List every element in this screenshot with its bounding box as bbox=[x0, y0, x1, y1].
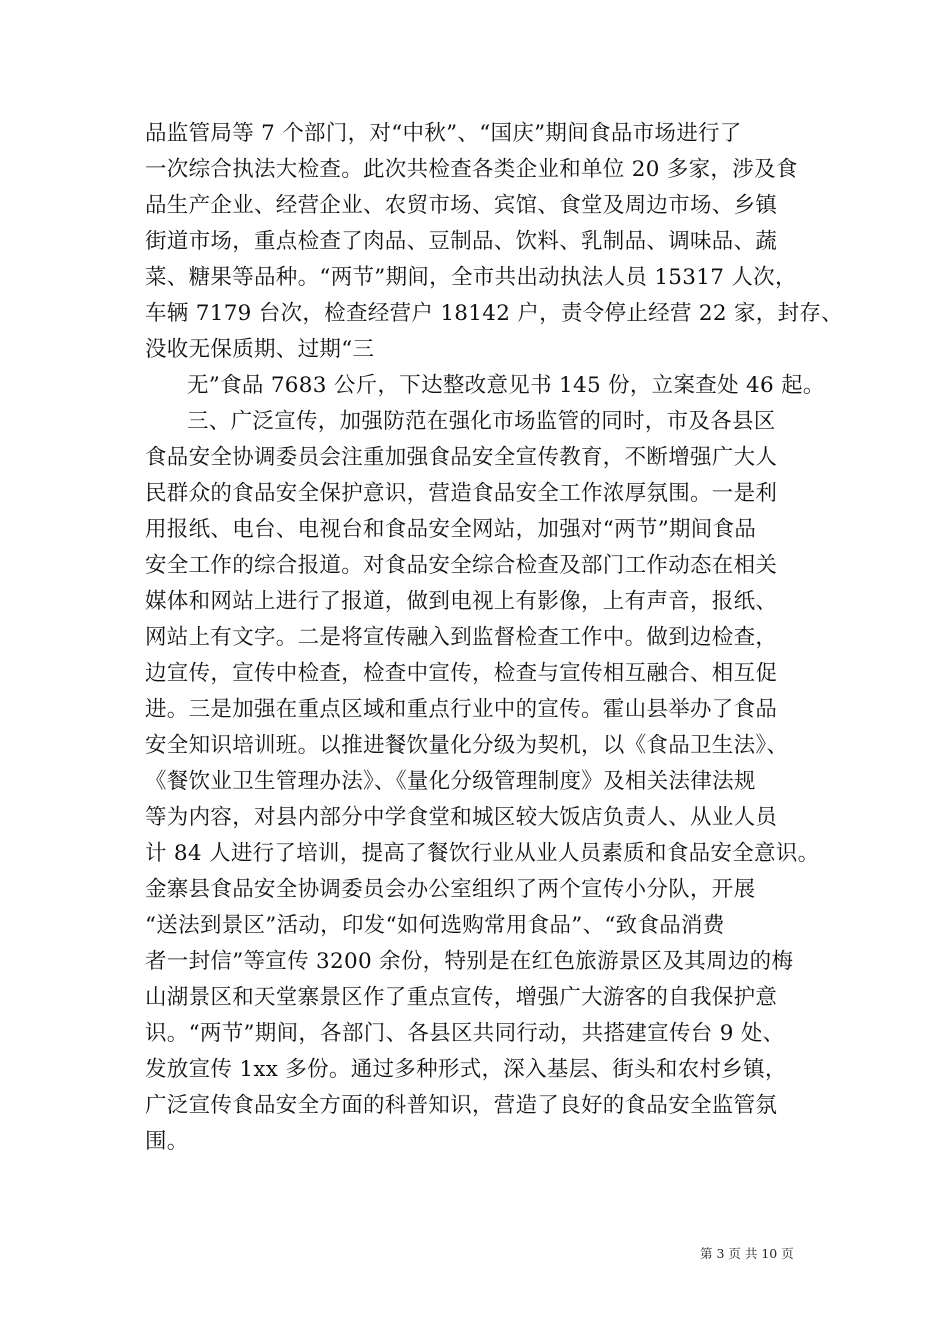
text-line: 发放宣传 1xx 多份。通过多种形式，深入基层、街头和农村乡镇， bbox=[145, 1057, 787, 1082]
text-line: 者一封信”等宣传 3200 余份，特别是在红色旅游景区及其周边的梅 bbox=[145, 949, 794, 974]
text-line: 等为内容，对县内部分中学食堂和城区较大饭店负责人、从业人员 bbox=[145, 805, 778, 830]
text-line: 品生产企业、经营企业、农贸市场、宾馆、食堂及周边市场、乡镇 bbox=[145, 193, 778, 218]
text-line: 《餐饮业卫生管理办法》、《量化分级管理制度》及相关法律法规 bbox=[145, 769, 756, 794]
text-line: 用报纸、电台、电视台和食品安全网站，加强对“两节”期间食品 bbox=[145, 517, 757, 542]
text-line: 品监管局等 7 个部门，对“中秋”、“国庆”期间食品市场进行了 bbox=[145, 121, 742, 146]
text-line: 一次综合执法大检查。此次共检查各类企业和单位 20 多家，涉及食 bbox=[145, 157, 798, 182]
text-line: 围。 bbox=[145, 1129, 189, 1154]
text-line: 街道市场，重点检查了肉品、豆制品、饮料、乳制品、调味品、蔬 bbox=[145, 229, 778, 254]
text-line: 媒体和网站上进行了报道，做到电视上有影像，上有声音，报纸、 bbox=[145, 589, 778, 614]
text-line: 进。三是加强在重点区域和重点行业中的宣传。霍山县举办了食品 bbox=[145, 697, 778, 722]
text-line: 没收无保质期、过期“三 bbox=[145, 337, 375, 362]
section-heading-line: 三、广泛宣传，加强防范在强化市场监管的同时，市及各县区 bbox=[187, 409, 776, 434]
text-line: 边宣传，宣传中检查，检查中宣传，检查与宣传相互融合、相互促 bbox=[145, 661, 778, 686]
text-line: 山湖景区和天堂寨景区作了重点宣传，增强广大游客的自我保护意 bbox=[145, 985, 778, 1010]
text-line: 食品安全协调委员会注重加强食品安全宣传教育，不断增强广大人 bbox=[145, 445, 778, 470]
text-line: 民群众的食品安全保护意识，营造食品安全工作浓厚氛围。一是利 bbox=[145, 481, 778, 506]
text-line: 识。“两节”期间，各部门、各县区共同行动，共搭建宣传台 9 处、 bbox=[145, 1021, 785, 1046]
text-line: 金寨县食品安全协调委员会办公室组织了两个宣传小分队，开展 bbox=[145, 877, 756, 902]
text-line: 计 84 人进行了培训，提高了餐饮行业从业人员素质和食品安全意识。 bbox=[145, 841, 820, 866]
text-line: 广泛宣传食品安全方面的科普知识，营造了良好的食品安全监管氛 bbox=[145, 1093, 778, 1118]
text-line: 安全工作的综合报道。对食品安全综合检查及部门工作动态在相关 bbox=[145, 553, 778, 578]
text-line: 无”食品 7683 公斤，下达整改意见书 145 份，立案查处 46 起。 bbox=[187, 373, 825, 398]
page-number-footer: 第 3 页 共 10 页 bbox=[700, 1246, 794, 1261]
text-line: 安全知识培训班。以推进餐饮量化分级为契机，以《食品卫生法》、 bbox=[145, 733, 789, 758]
text-line: “送法到景区”活动，印发“如何选购常用食品”、“致食品消费 bbox=[145, 913, 725, 938]
text-line: 网站上有文字。二是将宣传融入到监督检查工作中。做到边检查， bbox=[145, 625, 778, 650]
text-line: 菜、糖果等品种。“两节”期间，全市共出动执法人员 15317 人次， bbox=[145, 265, 797, 290]
text-line: 车辆 7179 台次，检查经营户 18142 户，责令停止经营 22 家，封存、 bbox=[145, 301, 843, 326]
document-body bbox=[145, 116, 843, 1160]
